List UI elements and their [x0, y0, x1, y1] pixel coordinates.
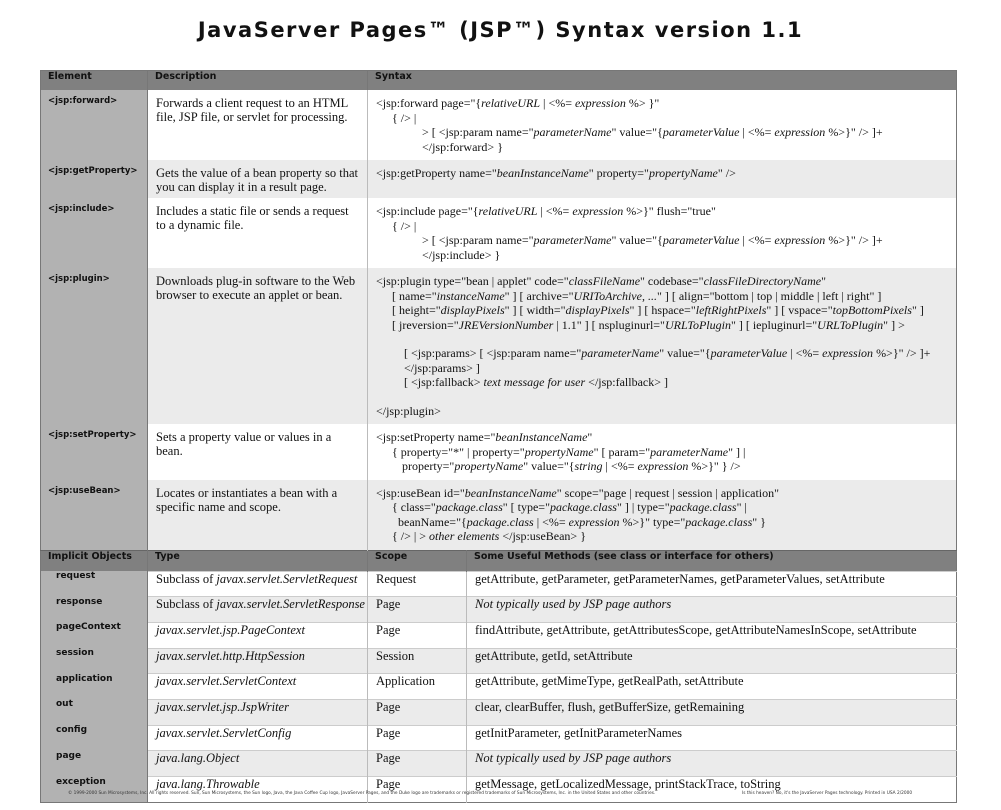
- implicit-object-methods: Not typically used by JSP page authors: [467, 597, 957, 623]
- implicit-object-methods: getAttribute, getMimeType, getRealPath, setAttribute: [467, 674, 957, 700]
- element-description: Forwards a client request to an HTML file, JSP file, or servlet for processing.: [156, 96, 348, 124]
- header-element: Element: [41, 71, 148, 91]
- element-name: <jsp:forward>: [48, 96, 118, 106]
- implicit-object-name: session: [41, 648, 148, 674]
- syntax-line: </jsp:plugin>: [376, 403, 441, 418]
- implicit-object-methods: getAttribute, getId, setAttribute: [467, 648, 957, 674]
- implicit-object-type: [148, 699, 368, 725]
- syntax-line: <jsp:plugin type="bean | applet" code="classFileName" codebase="classFileDirectoryName": [376, 274, 827, 288]
- implicit-object-scope: Page: [368, 699, 467, 725]
- implicit-object-name: config: [41, 725, 148, 751]
- implicit-object-scope: Page: [368, 751, 467, 777]
- implicit-object-type: [148, 777, 368, 803]
- implicit-object-type: [148, 571, 368, 597]
- table-row: [41, 480, 957, 551]
- header-scope: Scope: [368, 550, 467, 571]
- header-description: Description: [148, 71, 368, 91]
- syntax-line: <jsp:setProperty name="beanInstanceName": [376, 430, 593, 444]
- syntax-block: [368, 268, 956, 424]
- implicit-object-name: exception: [41, 777, 148, 803]
- syntax-line: { property="*" | property="propertyName" [ param="parameterName" ] |: [392, 444, 746, 459]
- table-row: [41, 751, 957, 777]
- syntax-line: beanName="{package.class | <%= expression %>}" type="package.class" }: [398, 514, 766, 529]
- syntax-line: [ <jsp:params> [ <jsp:param name="parameterName" value="{parameterValue | <%= expression %>}" /> ]+: [404, 346, 931, 360]
- element-name: <jsp:plugin>: [48, 274, 110, 284]
- footer-tagline: Is this heaven? No, it's the JavaServer Pages technology. Printed in USA 2/2000: [742, 791, 913, 796]
- type-prefix: Subclass of: [156, 597, 217, 612]
- footer-copyright: © 1999-2000 Sun Microsystems, Inc. All rights reserved. Sun, Sun Microsystems, the Sun logo, Java, the Java Coffee Cup logo, JavaServer Pages, and the Duke logo are trademarks or registered trademarks of Sun Microsystems, Inc. in the United States and other countries.: [68, 791, 656, 796]
- type-prefix: Subclass of: [156, 571, 217, 586]
- syntax-block: [368, 198, 956, 268]
- element-description: Includes a static file or sends a request to a dynamic file.: [156, 204, 349, 232]
- syntax-line: [ <jsp:fallback> text message for user </jsp:fallback> ]: [404, 375, 669, 389]
- syntax-block: [368, 90, 956, 160]
- syntax-block: [368, 160, 956, 187]
- syntax-line: </jsp:forward> }: [422, 139, 503, 154]
- implicit-object-scope: Page: [368, 597, 467, 623]
- implicit-object-type: [148, 622, 368, 648]
- implicit-object-methods: findAttribute, getAttribute, getAttributesScope, getAttributeNamesInScope, setAttribute: [467, 622, 957, 648]
- element-name: <jsp:setProperty>: [48, 430, 137, 440]
- table-row: [41, 160, 957, 198]
- implicit-object-type: [148, 648, 368, 674]
- type-class: javax.servlet.jsp.PageContext: [156, 622, 305, 637]
- implicit-object-methods: getMessage, getLocalizedMessage, printStackTrace, toString: [467, 777, 957, 803]
- implicit-object-name: pageContext: [41, 622, 148, 648]
- element-name: <jsp:include>: [48, 204, 115, 214]
- table-row: [41, 571, 957, 597]
- type-class: javax.servlet.ServletResponse: [216, 597, 365, 612]
- syntax-line: { class="package.class" [ type="package.class" ] | type="package.class" |: [392, 500, 747, 514]
- type-class: javax.servlet.ServletConfig: [156, 725, 292, 740]
- syntax-line: <jsp:forward page="{relativeURL | <%= expression %> }": [376, 96, 660, 110]
- implicit-object-type: [148, 751, 368, 777]
- implicit-object-methods: getInitParameter, getInitParameterNames: [467, 725, 957, 751]
- syntax-line: > [ <jsp:param name="parameterName" value="{parameterValue | <%= expression %>}" /> ]+: [422, 233, 883, 247]
- implicit-object-methods: getAttribute, getParameter, getParameterNames, getParameterValues, setAttribute: [467, 571, 957, 597]
- header-syntax: Syntax: [368, 71, 957, 91]
- element-description: Locates or instantiates a bean with a specific name and scope.: [156, 485, 338, 514]
- syntax-line: </jsp:params> ]: [404, 360, 480, 375]
- syntax-line: [ height="displayPixels" ] [ width="displayPixels" ] [ hspace="leftRightPixels" ] [ vspace="topBottomPixels" ]: [392, 303, 924, 317]
- table-row: [41, 90, 957, 160]
- table-row: [41, 268, 957, 424]
- element-description: Downloads plug-in software to the Web browser to execute an applet or bean.: [156, 274, 356, 302]
- syntax-line: <jsp:useBean id="beanInstanceName" scope="page | request | session | application": [376, 485, 780, 500]
- syntax-line: { /> |: [392, 218, 417, 233]
- type-class: javax.servlet.http.HttpSession: [156, 648, 305, 663]
- syntax-line: { /> |: [392, 110, 417, 125]
- implicit-object-methods: Not typically used by JSP page authors: [467, 751, 957, 777]
- syntax-table: [40, 70, 957, 803]
- syntax-line: <jsp:getProperty name="beanInstanceName" property="propertyName" />: [376, 166, 736, 180]
- table-row: [41, 622, 957, 648]
- type-class: java.lang.Throwable: [156, 777, 260, 791]
- table-row: [41, 198, 957, 268]
- implicit-object-scope: Request: [368, 571, 467, 597]
- implicit-object-scope: Page: [368, 725, 467, 751]
- syntax-line: > [ <jsp:param name="parameterName" value="{parameterValue | <%= expression %>}" /> ]+: [422, 125, 883, 139]
- type-class: java.lang.Object: [156, 751, 240, 766]
- implicit-object-name: page: [41, 751, 148, 777]
- implicit-object-type: [148, 597, 368, 623]
- header-type: Type: [148, 550, 368, 571]
- implicit-object-scope: Page: [368, 777, 467, 803]
- type-class: javax.servlet.jsp.JspWriter: [156, 699, 289, 714]
- type-class: javax.servlet.ServletContext: [156, 674, 297, 689]
- syntax-line: [ name="instanceName" ] [ archive="URIToArchive, ..." ] [ align="bottom | top | middle | left | right" ]: [392, 288, 882, 303]
- element-name: <jsp:getProperty>: [48, 166, 138, 176]
- syntax-line: <jsp:include page="{relativeURL | <%= expression %>}" flush="true": [376, 204, 716, 218]
- page-title: JavaServer Pages™ (JSP™) Syntax version 1.1: [197, 18, 804, 42]
- implicit-object-scope: Page: [368, 622, 467, 648]
- element-description: Gets the value of a bean property so that you can display it in a result page.: [156, 166, 359, 194]
- syntax-line: property="propertyName" value="{string | <%= expression %>}" } />: [402, 459, 741, 473]
- table-row: [41, 725, 957, 751]
- implicit-object-name: response: [41, 597, 148, 623]
- table-row: [41, 699, 957, 725]
- implicit-object-scope: Session: [368, 648, 467, 674]
- implicit-object-name: application: [41, 674, 148, 700]
- implicit-object-methods: clear, clearBuffer, flush, getBufferSize, getRemaining: [467, 699, 957, 725]
- implicit-object-scope: Application: [368, 674, 467, 700]
- table-row: [41, 648, 957, 674]
- header-implicit-objects: Implicit Objects: [41, 550, 148, 571]
- implicit-object-type: [148, 674, 368, 700]
- syntax-line: { /> | > other elements </jsp:useBean> }: [392, 529, 586, 543]
- element-description: Sets a property value or values in a bean.: [156, 430, 332, 458]
- header-methods: Some Useful Methods (see class or interface for others): [467, 550, 957, 571]
- type-class: javax.servlet.ServletRequest: [216, 571, 358, 586]
- element-name: <jsp:useBean>: [48, 485, 121, 496]
- syntax-line: [ jreversion="JREVersionNumber | 1.1" ] [ nspluginurl="URLToPlugin" ] [ iepluginurl="URLToPlugin" ] >: [392, 317, 905, 332]
- table-row: [41, 674, 957, 700]
- syntax-line: </jsp:include> }: [422, 247, 501, 262]
- syntax-block: [368, 480, 956, 550]
- syntax-block: [368, 424, 956, 480]
- implicit-objects-header: [41, 550, 957, 571]
- table-header: [41, 71, 957, 91]
- table-row: [41, 597, 957, 623]
- implicit-object-type: [148, 725, 368, 751]
- implicit-object-name: request: [41, 571, 148, 597]
- table-row: [41, 777, 957, 803]
- table-row: [41, 424, 957, 480]
- implicit-object-name: out: [41, 699, 148, 725]
